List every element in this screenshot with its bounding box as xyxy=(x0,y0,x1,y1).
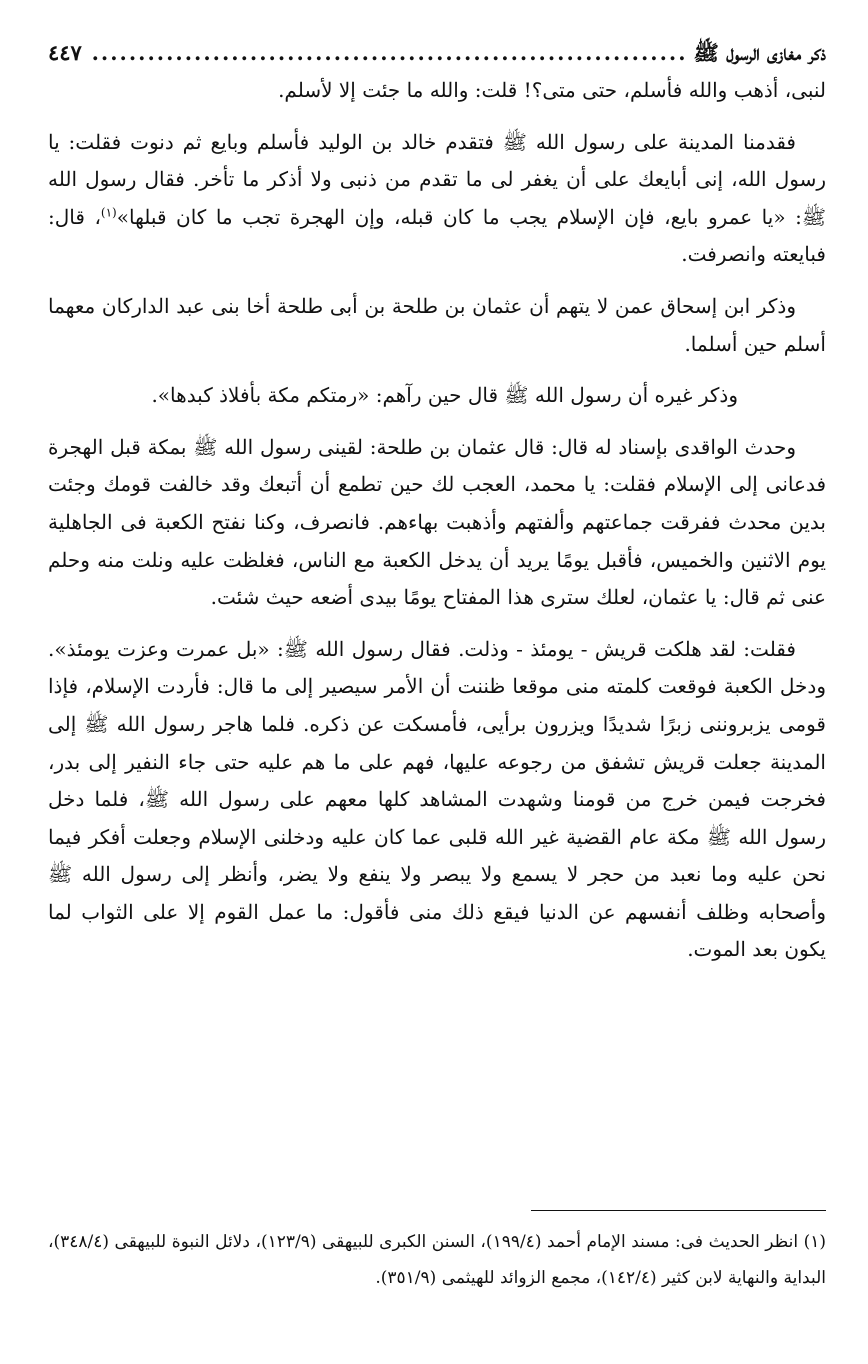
paragraph-1: لنبى، أذهب والله فأسلم، حتى متى؟! قلت: والله ما جئت إلا لأسلم. xyxy=(278,78,826,102)
page-number: ٤٤٧ xyxy=(48,40,82,65)
header-leader-dots xyxy=(88,38,688,68)
paragraph-3: وذكر ابن إسحاق عمن لا يتهم أن عثمان بن طلحة بن أبى طلحة أخا بنى عبد الداركان معهما أسلم حين أسلما. xyxy=(48,293,826,356)
paragraph-2-tail: ، قال: فبايعته وانصرفت. xyxy=(48,204,826,267)
main-text xyxy=(48,72,826,969)
header-title: ذكر مغازى الرسول ﷺ xyxy=(693,40,826,65)
footnote: (١) انظر الحديث فى: مسند الإمام أحمد (١٩٩/٤)، السنن الكبرى للبيهقى (١٢٣/٩)، دلائل النبوة للبيهقى (٣٤٨/٤)، البداية والنهاية لابن كثير (١٤٢/٤)، مجمع الزوائد للهيثمى (٣٥١/٩). xyxy=(48,1232,827,1288)
footnote-marker: (١) xyxy=(100,205,117,220)
paragraph-5: وحدث الواقدى بإسناد له قال: قال عثمان بن طلحة: لقينى رسول الله ﷺ بمكة قبل الهجرة فدعانى إلى الإسلام فقلت: يا محمد، العجب لك حين تطمع أن أتبعك وقد خالفت قومك وجئت بدين محدث ففرقت جماعتهم وألفتهم وأذهبت بهاءهم. فانصرف، وكنا نفتح الكعبة فى الجاهلية يوم الاثنين والخميس، فأقبل يومًا يريد أن يدخل الكعبة مع الناس، فغلظت عليه ونلت منه وحلم عنى ثم قال: يا عثمان، لعلك سترى هذا المفتاح يومًا بيدى أضعه حيث شئت. xyxy=(48,434,826,610)
paragraph-6: فقلت: لقد هلكت قريش - يومئذ - وذلت. فقال رسول الله ﷺ: «بل عمرت وعزت يومئذ». ودخل الكعبة فوقعت كلمته منى موقعا ظننت أن الأمر سيصير إلى ما قال: فأردت الإسلام، فإذا قومى يزبروننى زبرًا شديدًا ويزرون برأيى، فأمسكت عن ذكره. فلما هاجر رسول الله ﷺ إلى المدينة جعلت قريش تشفق من رجوعه عليها، فهم على ما هم عليه حتى جاء النفير إلى بدر، فخرجت فيمن خرج من قومنا وشهدت المشاهد كلها معهم على رسول الله ﷺ، فلما دخل رسول الله ﷺ مكة عام القضية غير الله قلبى عما كان عليه ودخلنى الإسلام وجعلت أفكر فيما نحن عليه وما نعبد من حجر لا يسمع ولا يبصر ولا ينفع ولا يضر، وأنظر إلى رسول الله ﷺ وأصحابه وظلف أنفسهم عن الدنيا فيقع ذلك منى فأقول: ما عمل القوم إلا على الثواب لما يكون بعد الموت. xyxy=(48,636,826,962)
footnote-divider xyxy=(531,1210,826,1211)
running-header xyxy=(48,38,826,72)
book-page xyxy=(48,38,826,1338)
paragraph-2 xyxy=(48,124,826,274)
paragraph-4: وذكر غيره أن رسول الله ﷺ قال حين رآهم: «رمتكم مكة بأفلاذ كبدها». xyxy=(151,383,738,408)
paragraph-2-text: فقدمنا المدينة على رسول الله ﷺ فتقدم خالد بن الوليد فأسلم وبايع ثم دنوت فقلت: يا رسول الله، إنى أبايعك على أن يغفر لى ما تقدم من ذنبى ولا أذكر ما تأخر. فقال رسول الله ﷺ: «يا عمرو بايع، فإن الإسلام يجب ما كان قبله، وإن الهجرة تجب ما كان قبلها» xyxy=(48,129,826,229)
